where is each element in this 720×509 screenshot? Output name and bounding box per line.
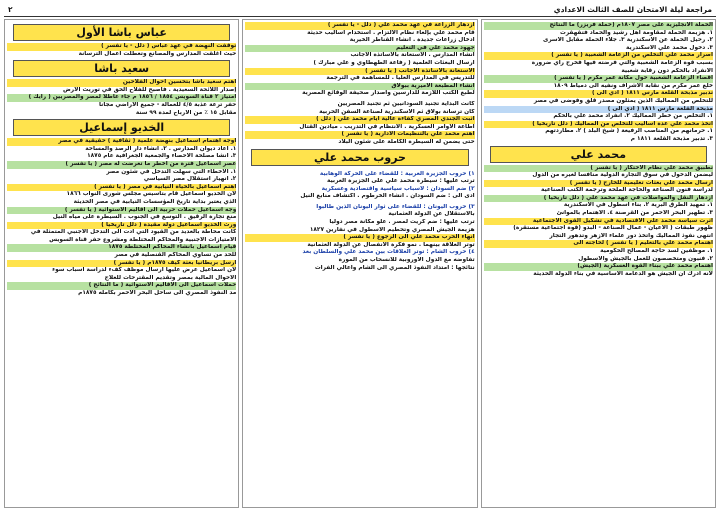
text-line: اهتمام محمد علي بالتعليم ( يا تفسر ) لحاجته الى <box>484 240 713 248</box>
text-line: قيام اسماعيل بانشاء المحاكم المختلطة ١٨٧٥ <box>7 244 236 252</box>
text-line: ٣. أنشأ مصلحة الاحصاء والجمعية الجغرافية عام ١٨٧٥ <box>87 153 237 160</box>
text-line: لان الخديو اسماعيل قام بتأسيس مجلس شورى النواب ١٨٦٦ <box>66 191 237 198</box>
page-header <box>4 3 716 17</box>
text-line: للحد من تساوي المحاكم القنصلية في مصر <box>114 252 237 259</box>
text-line: قام محمد علي بإلغاء نظام الالتزام . استخدام أساليب حديثة <box>307 29 475 36</box>
text-line: عصر اسماعيل فترة من أخطر ما تعرضت له مصر ( يا تفسر ) <box>7 161 236 169</box>
text-line: اصرار محمد علي التخلص من الزعامة الشعبية ( يا تفسر ) <box>484 52 713 60</box>
text-line: ١. الأخطاء التي سهلت التدخل في شئون مصر <box>106 168 237 175</box>
text-line: إصدار اللائحة السعيدية . فأصبح للفلاح الحق في توريث الأرض <box>63 86 237 93</box>
text-line: الحملة الانجليزية على مصر ١٨٠٧م (حملة فريزر) ما النتائج <box>484 22 713 30</box>
section-title: عباس باشا الأول <box>13 24 230 41</box>
section-title: محمد علي <box>490 146 707 163</box>
text-line: ٢) ضم السودان : لأسباب سياسية واقتصادية وعسكرية <box>321 185 475 192</box>
page-title: مراجعة ليلة الامتحان للصف الثالث الاعدادي <box>553 5 712 14</box>
text-line: أثبت الجندي المصري كفاءة عالية أيام محمد علي ( دلل ) <box>245 116 474 124</box>
text-line: بالاستقلال عن الدولة العثمانية <box>388 211 475 218</box>
text-line: ادخال زراعات جديدة . انشاء القناطر الخيرية <box>349 37 475 44</box>
text-line: حتى يضمن له السيطرة الكاملة على شئون البلاد <box>338 138 475 145</box>
text-line: مذبحة القلعة مارس ١٨١١ ( أدي الى ) <box>484 106 713 114</box>
text-line: حفر ترعة عذبة ٤/٥ للعمالة - جميع الاراضي مجانا <box>99 101 237 108</box>
text-line: منع تجارة الرقيق . التوسع في الجنوب . السيطرة على مياه النيل <box>52 214 237 221</box>
text-line: كانت محاطة بالعديد من القيود التي أدت الى التدخل الأجنبي المتمثلة في <box>30 229 237 236</box>
text-line: بسبب قوة الزعامة الشعبية والتي فرضته فيها فخرج رأي ضرورة <box>531 59 713 66</box>
text-line: الأحوال المالية بمصر وتقديم المقترحات للعلاج <box>104 274 237 281</box>
text-line: ٢. فنيون ومتخصصون للعمل بالجيش والأسطول <box>578 255 713 262</box>
text-line: ١. حرمانهم من المناصب الرفيعة ( شيخ البلد ) ٢. مطاردتهم <box>545 128 713 135</box>
text-line: توقفت النهضة في عهد عباس ( دلل - يا تفسر ) <box>7 43 236 51</box>
text-line: ٣. تطهير البحر الاحمر من القرصنة ٤. الاهتمام بالموانئ <box>556 210 713 217</box>
text-line: ١. أعاد ديوان المدارس . ٢. انشاء دار الرصد والمساحة <box>85 145 237 152</box>
text-line: ليضمن الدخول في سوق التجارة الدولية منافسا لغيره من الدول <box>532 172 713 179</box>
text-line: ظهور طبقات ( الاعيان - عمال الصناعة - البدو (قوة اجتماعية مستقرة) <box>513 225 713 232</box>
text-line: للتدريس في المدارس العليا . للمساهمة في الترجمة <box>326 75 475 82</box>
section-title: سعيد باشا <box>13 60 230 77</box>
text-line: ٣. دخول محمد علي الاسكندرية <box>626 44 713 51</box>
text-line: ورث الخديو اسماعيل دولة مقيدة ( دلل تاريخيا ) <box>7 222 236 230</box>
text-line: كان ترسانة بولاق ثم الاسكندرية لصناعة السفن الحربية <box>319 108 475 115</box>
text-line: كانت البداية تجنيد السودانيين ثم تجنيد المصريين <box>337 100 475 107</box>
text-line: امتياز ٢ قناة السويس ١٨٥٤ / ١٨٥٦ م جاء عاطلا لمصر والمصريين ( رأيك ) <box>7 94 236 102</box>
text-line: ادى الى : ضم السودان . انشاء الخرطوم . اكتشاف منابع النيل <box>300 193 475 200</box>
text-line: ازدهار النقل والمواصلات في عهد محمد علي ( دلل تاريخيا ) <box>484 195 713 203</box>
text-line: الذي يعتبر بداية تاريخ المؤسسات النيابية في مصر الحديثة <box>73 198 237 205</box>
text-line: ١. موظفين لسد حاجة المصالح الحكومية <box>600 248 713 255</box>
text-line: ترتب عليها : سيطرة محمد علي على الجزيرة العربية <box>327 178 475 185</box>
text-line: الانفراد بالحكم دون رقابة شعبية <box>621 67 713 74</box>
text-line: أوجه اهتمام اسماعيل بنهضة علمية ( ثقافية ) حقيقية في مصر <box>7 138 236 146</box>
text-line: اطاعة الأوامر العسكرية . الانتظام في التدريب . ميادين القتال <box>299 123 475 130</box>
text-line: ٣) حروب اليونان : للقضاء على ثوار اليونان الذين طالبوا <box>316 203 475 210</box>
text-line: اقصاء الزعامة الشعبية حول مكانة عمر مكرم ( يا تفسر ) <box>484 75 713 83</box>
text-line: تفاوضه مع الدول الأوروبية للانسحاب من المورة <box>338 257 475 264</box>
text-line: تطبيق محمد علي نظام الاحتكار ( يا تفسر ) <box>484 165 713 173</box>
text-line: ٢. رحيل الحملة عن الاسكندرية ٣. جلاء الحملة مقابل الأسرى <box>543 37 713 44</box>
text-line: ارسال محمد علي بعثات تعليمية للخارج ( يا تفسر ) <box>484 180 713 188</box>
text-line: ١. هزيمة الحملة لمقاومة أهل رشيد والحماد فتقهقرت <box>560 29 713 36</box>
text-line: ٣. تدبير مذبحة القلعة ١٨١١ م <box>630 135 713 142</box>
text-line: جهود محمد علي في التعليم <box>245 45 474 53</box>
text-line: ٤) حروب الشام : توتر العلاقات بين محمد علي والسلطان بعد <box>302 249 475 256</box>
text-line: اهتمام محمد علي ببناء القوة العسكرية (الجيش) <box>484 263 713 271</box>
text-line: ارسل بريطانيا بعثة كيف ١٨٧٥م ( يا تفسر ) <box>7 260 236 268</box>
text-line: لأنه أدرك أن الجيش هو الدعامة الأساسية في بناء الدولة الحديثة <box>533 270 713 277</box>
text-line: الاستعانة بالأساتذة الأجانب ( يا تفسر ) <box>245 68 474 76</box>
text-line: ١. تمهيد الطرق البرية ٢. بناء أسطول في الاسكندرية <box>563 202 713 209</box>
text-line: توتر العلاقة بينهما . نمو فكرة الانفصال عن الدولة العثمانية <box>307 241 475 248</box>
text-line: مد النفوذ المصري الى ساحل البحر الأحمر بكامله ١٨٧٥م <box>78 290 237 297</box>
text-line: اهتم اسماعيل بالحياة النيابية في مصر ( يا تفسر ) <box>7 184 236 192</box>
text-line: لطبع الكتب اللازمة للدارسين واصدار صحيفة الوقائع المصرية <box>302 90 475 97</box>
text-line: انتهى نفوذ المماليك واتخذ دور علماء الازهر وتدهور التجار <box>549 232 713 239</box>
column-left <box>4 19 239 508</box>
text-line: حيث أغلقت المدارس والمصانع وتعطلت أعمال الترسانة <box>78 50 237 57</box>
text-line: تدبير مذبحة القلعة مارس ١٨١١ ( ادي الى ) <box>484 90 713 98</box>
text-line: حملات اسماعيل الى الأقاليم الاستوائية ( ما النتائج ) <box>7 282 236 290</box>
text-line: انشاء المدارس . الاستعانة بالأساتذة الأجانب <box>350 52 475 59</box>
text-line: لان اسماعيل عرض عليها ارسال موظف كفء لدراسة أسباب سوء <box>52 267 237 274</box>
text-line: ترتب عليها : ضم كريت لمصر . علو مكانة مصر دوليا <box>329 219 475 226</box>
text-line: اهتم سعيد باشا بتحسين أحوال الفلاحين <box>7 79 236 87</box>
text-line: هزيمة الجيش المصري وتحطيم الأسطول في نفارين ١٨٢٧ <box>309 226 475 233</box>
text-line: نتائجها : امتداد النفوذ المصري الى الشام وأعالي الفرات <box>314 264 475 271</box>
text-line: خلع عمر مكرم من نقابة الأشراف ونفيه الى دمياط ١٨٠٩ <box>553 82 713 89</box>
column-middle <box>242 19 477 508</box>
section-title: حروب محمد علي <box>251 149 468 166</box>
text-line: انشاء المطبعة الأميرية ببولاق <box>245 83 474 91</box>
text-line: انهاء الحرب محمد علي الى الرجوع ( يا تفسر ) <box>245 234 474 242</box>
text-line: اتخذ محمد علي عدة أساليب للتخلص من المماليك ( دلل تاريخيا ) <box>484 121 713 129</box>
text-line: أثرت سياسة محمد علي الاقتصادية في تشكيل القوى الاجتماعية <box>484 218 713 226</box>
text-line: للتخلص من المماليك الذين يمثلون مصدر قلق وفوضى في مصر <box>533 97 713 104</box>
text-line: لدراسة فنون الصناعة والحاجة الملحة وترجمة الكتب الصناعية <box>540 187 713 194</box>
text-line: ازدهار الزراعة في عهد محمد علي ( دلل - يا تفسر ) <box>245 22 474 30</box>
text-line: ١. التخلص من خطر المماليك ٢. انفراد محمد علي بالحكم <box>553 113 713 120</box>
text-line: وجه اسماعيل حملات حربية الى أقاليم الاستوائية ( يا تفسر ) <box>7 207 236 215</box>
text-line: مقابل ١٥ ٪ من الارباح لمدة ٩٩ سنة <box>135 109 237 116</box>
section-title: الخديو إسماعيل <box>13 119 230 136</box>
column-right <box>481 19 716 508</box>
text-line: ارسال البعثات العلمية ( رفاعة الطهطاوي و علي مبارك ) <box>313 59 475 66</box>
text-line: ٢. انهيار استقلال مصر السياسي <box>143 176 237 183</box>
text-line: الامتيازات الأجنبية والمحاكم المختلطة ومشروع حفر قناة السويس <box>49 236 237 243</box>
text-line: ١) حروب الجزيرة العربية : للقضاء على الحركة الوهابية <box>319 170 475 177</box>
text-line: اهتم محمد علي بالتنظيمات الادارية ( يا تفسر ) <box>245 131 474 139</box>
page-number: ٢ <box>8 5 13 14</box>
